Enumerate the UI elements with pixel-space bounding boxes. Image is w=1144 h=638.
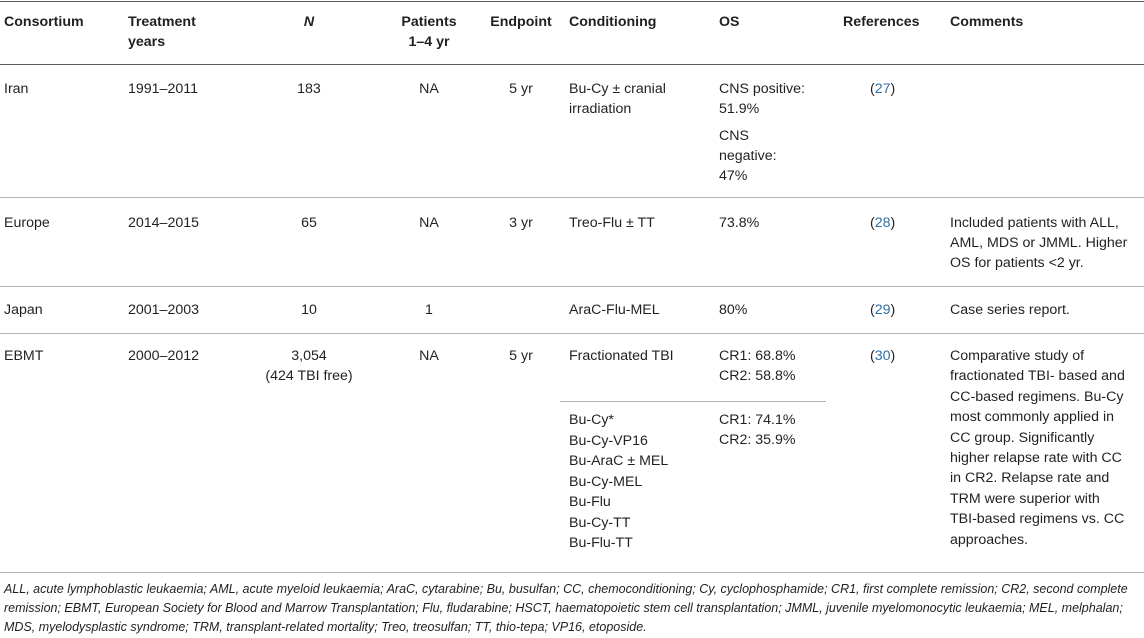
ebmt-os-cc: CR1: 74.1% CR2: 35.9% (719, 412, 796, 448)
iran-years: 1991–2011 (128, 81, 198, 97)
japan-consortium: Japan (4, 302, 43, 318)
ebmt-reference (870, 346, 895, 366)
iran-ref-open: ( (870, 81, 875, 97)
japan-os: 80% (719, 302, 748, 318)
japan-years: 2001–2003 (128, 302, 200, 318)
table-footnote: ALL, acute lymphoblastic leukaemia; AML, acute myeloid leukaemia; AraC, cytarabine; Bu, busulfan; CC, chemoconditioning; Cy, cyclophosphamide; CR1, first complete remission; CR2, second complete remission; EBMT, European Society for Blood and Marrow Transplantation; Flu, fludarabine; HSCT, haematopoietic stem cell transplantation; JMML, juvenile myelomonocytic leukaemia; MEL, melphalan; MDS, myelodysplastic syndrome; TRM, transplant-related mortality; Treo, treosulfan; TT, thio-tepa; VP16, etoposide. (4, 582, 1128, 634)
europe-patients: NA (419, 215, 439, 231)
japan-ref-close: ) (890, 302, 896, 318)
ebmt-patients: NA (419, 348, 439, 364)
ebmt-ref-open: ( (870, 348, 875, 364)
header-treatment-years: Treatment years (128, 14, 196, 50)
header-consortium: Consortium (4, 14, 84, 30)
ebmt-comments: Comparative study of fractionated TBI- based and CC-based regimens. Bu-Cy most commonly applied in CC group. Significantly higher relapse rate with CC in CR2. Relapse rate and TRM were superior with TBI-based regimens vs. CC approaches. (950, 348, 1125, 548)
row-divider-europe (0, 286, 1144, 287)
europe-years: 2014–2015 (128, 215, 200, 231)
ebmt-years: 2000–2012 (128, 348, 200, 364)
iran-conditioning: Bu-Cy ± cranial irradiation (569, 81, 666, 117)
japan-ref-link[interactable]: 29 (874, 302, 891, 318)
header-n-label: N (303, 14, 315, 30)
ebmt-subrow-divider (560, 401, 826, 402)
europe-ref-link[interactable]: 28 (874, 215, 891, 231)
japan-comments: Case series report. (950, 302, 1070, 318)
iran-ref-close: ) (890, 81, 896, 97)
japan-reference (870, 300, 895, 320)
japan-patients: 1 (425, 302, 433, 318)
europe-endpoint: 3 yr (509, 215, 533, 231)
header-n (240, 12, 378, 32)
japan-ref-open: ( (870, 302, 875, 318)
row-divider-japan (0, 333, 1144, 334)
iran-os-cns-positive: CNS positive: 51.9% (719, 81, 805, 117)
ebmt-os-tbi: CR1: 68.8% CR2: 58.8% (719, 348, 796, 384)
europe-n: 65 (301, 215, 317, 231)
iran-os-cns-negative: CNS negative: 47% (719, 128, 777, 184)
ebmt-ref-link[interactable]: 30 (874, 348, 891, 364)
row-divider-iran (0, 197, 1144, 198)
iran-endpoint: 5 yr (509, 81, 533, 97)
ebmt-ref-close: ) (890, 348, 896, 364)
ebmt-conditioning-tbi: Fractionated TBI (569, 348, 674, 364)
ebmt-n: 3,054 (424 TBI free) (265, 348, 353, 384)
europe-reference (870, 213, 895, 233)
europe-ref-close: ) (890, 215, 896, 231)
header-endpoint: Endpoint (490, 14, 552, 30)
table-bottom-rule (0, 572, 1144, 573)
iran-patients: NA (419, 81, 439, 97)
iran-consortium: Iran (4, 81, 29, 97)
header-os: OS (719, 14, 740, 30)
japan-conditioning: AraC-Flu-MEL (569, 302, 660, 318)
europe-consortium: Europe (4, 215, 50, 231)
ebmt-endpoint: 5 yr (509, 348, 533, 364)
header-references: References (843, 14, 920, 30)
header-comments: Comments (950, 14, 1024, 30)
europe-conditioning: Treo-Flu ± TT (569, 215, 655, 231)
header-conditioning: Conditioning (569, 14, 657, 30)
ebmt-conditioning-cc: Bu-Cy* Bu-Cy-VP16 Bu-AraC ± MEL Bu-Cy-MEL Bu-Flu Bu-Cy-TT Bu-Flu-TT (569, 412, 669, 551)
japan-n: 10 (301, 302, 317, 318)
europe-os: 73.8% (719, 215, 760, 231)
europe-ref-open: ( (870, 215, 875, 231)
header-patients: Patients 1–4 yr (401, 14, 457, 50)
iran-n: 183 (297, 81, 321, 97)
header-top-rule (0, 1, 1144, 2)
header-bottom-rule (0, 64, 1144, 65)
iran-reference (870, 79, 895, 99)
europe-comments: Included patients with ALL, AML, MDS or JMML. Higher OS for patients <2 yr. (950, 215, 1128, 271)
ebmt-consortium: EBMT (4, 348, 44, 364)
iran-ref-link[interactable]: 27 (874, 81, 891, 97)
